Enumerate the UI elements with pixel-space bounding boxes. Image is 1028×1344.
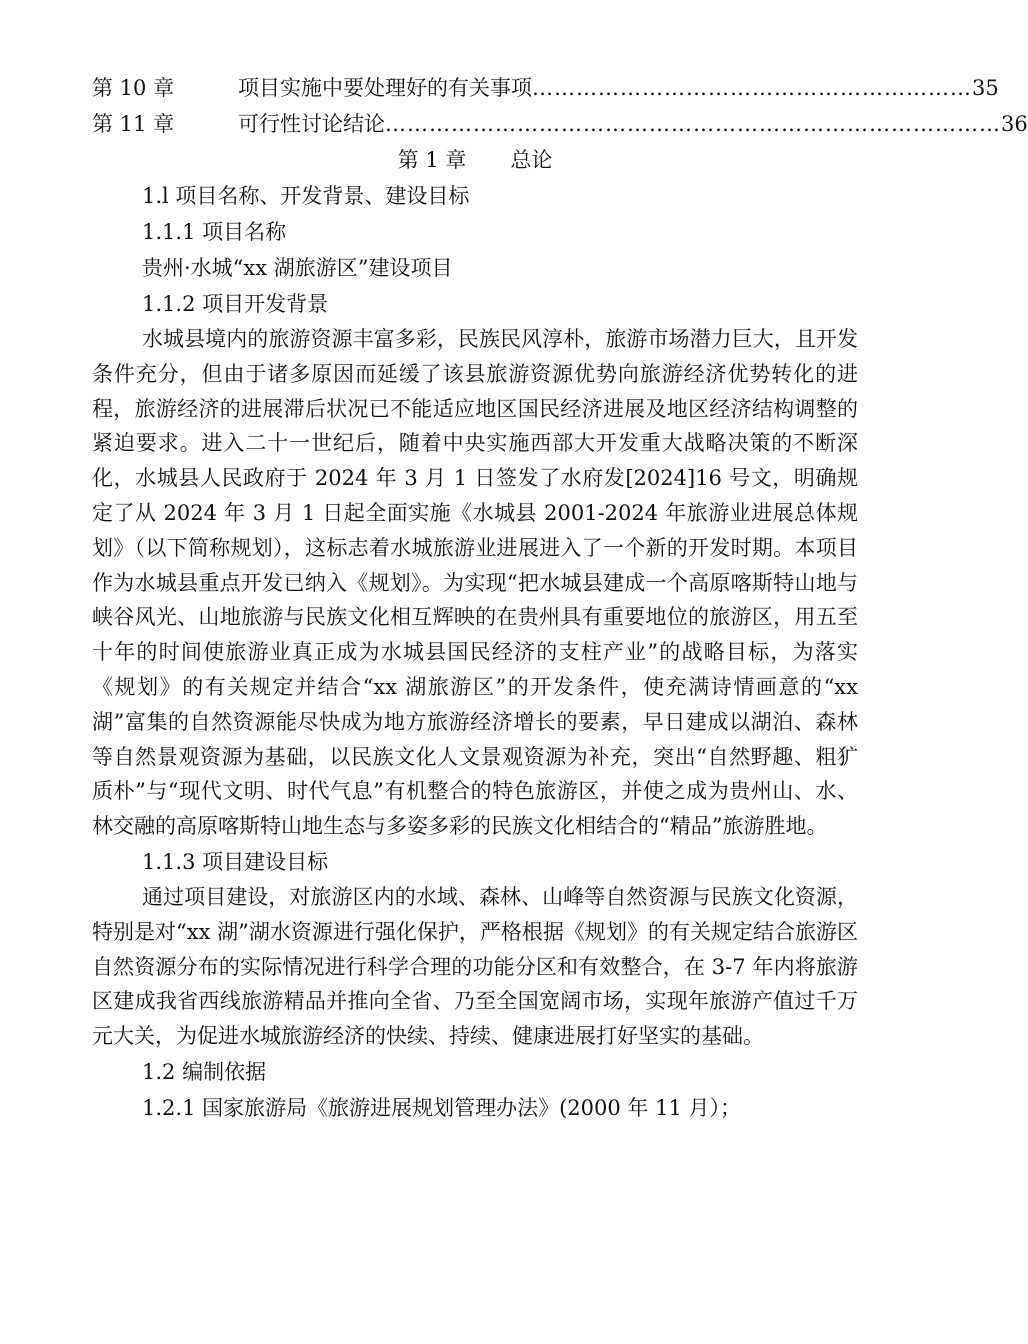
subsection-heading: 1.1.2 项目开发背景	[142, 292, 329, 316]
toc-title: 项目实施中要处理好的有关事项	[238, 76, 532, 100]
toc-chapter: 第 10 章	[92, 76, 175, 100]
toc-page-number: 36	[1001, 112, 1028, 136]
subsection-heading: 1.1.1 项目名称	[142, 220, 287, 244]
section-heading: 1.2 编制依据	[142, 1059, 267, 1084]
toc-leader: …………………………………………………………………………	[385, 112, 1001, 136]
toc-page-number: 35	[972, 76, 999, 100]
toc-leader: ……………………………………………………	[532, 76, 972, 100]
toc-entry[interactable]	[92, 106, 1028, 142]
subsection-heading: 1.2.1 国家旅游局《旅游进展规划管理办法》(2000 年 11 月）；	[142, 1095, 741, 1120]
chapter-number: 第 1 章	[397, 148, 467, 172]
document-page	[92, 70, 1028, 1126]
project-name: 贵州·水城“xx 湖旅游区”建设项目	[142, 256, 453, 280]
toc-chapter: 第 11 章	[92, 112, 175, 136]
chapter-title: 总论	[510, 148, 553, 172]
toc-title: 可行性讨论结论	[238, 112, 385, 136]
subsection-heading: 1.1.3 项目建设目标	[142, 849, 329, 874]
toc-entry[interactable]	[92, 70, 999, 106]
paragraph-goal: 通过项目建设，对旅游区内的水域、森林、山峰等自然资源与民族文化资源，特别是对“xx 湖”湖水资源进行强化保护，严格根据《规划》的有关规定结合旅游区自然资源分布的实际情况进行科学合理的功能分区和有效整合，在 3-7 年内将旅游区建成我省西线旅游精品并推向全省、乃至全国宽阔市场，实现年旅游产值过千万元大关，为促进水城旅游经济的快续、持续、健康进展打好坚实的基础。	[92, 884, 858, 1049]
section-heading: 1.l 项目名称、开发背景、建设目标	[142, 184, 470, 208]
chapter-heading	[92, 142, 858, 178]
paragraph-background: 水城县境内的旅游资源丰富多彩，民族民风淳朴，旅游市场潜力巨大，且开发条件充分，但由于诸多原因而延缓了该县旅游资源优势向旅游经济优势转化的进程，旅游经济的进展滞后状况已不能适应地区国民经济进展及地区经济结构调整的紧迫要求。进入二十一世纪后，随着中央实施西部大开发重大战略决策的不断深化，水城县人民政府于 2024 年 3 月 1 日签发了水府发[2024]16 号文，明确规定了从 2024 年 3 月 1 日起全面实施《水城县 2001-2024 年旅游业进展总体规划》（以下简称规划），这标志着水城旅游业进展进入了一个新的开发时期。本项目作为水城县重点开发已纳入《规划》。为实现“把水城县建成一个高原喀斯特山地与峡谷风光、山地旅游与民族文化相互辉映的在贵州具有重要地位的旅游区，用五至十年的时间使旅游业真正成为水城县国民经济的支柱产业”的战略目标，为落实《规划》的有关规定并结合“xx 湖旅游区”的开发条件，使充满诗情画意的“xx 湖”富集的自然资源能尽快成为地方旅游经济增长的要素，早日建成以湖泊、森林等自然景观资源为基础，以民族文化人文景观资源为补充，突出“自然野趣、粗犷质朴”与“现代文明、时代气息”有机整合的特色旅游区，并使之成为贵州山、水、林交融的高原喀斯特山地生态与多姿多彩的民族文化相结合的“精品”旅游胜地。	[92, 327, 858, 839]
